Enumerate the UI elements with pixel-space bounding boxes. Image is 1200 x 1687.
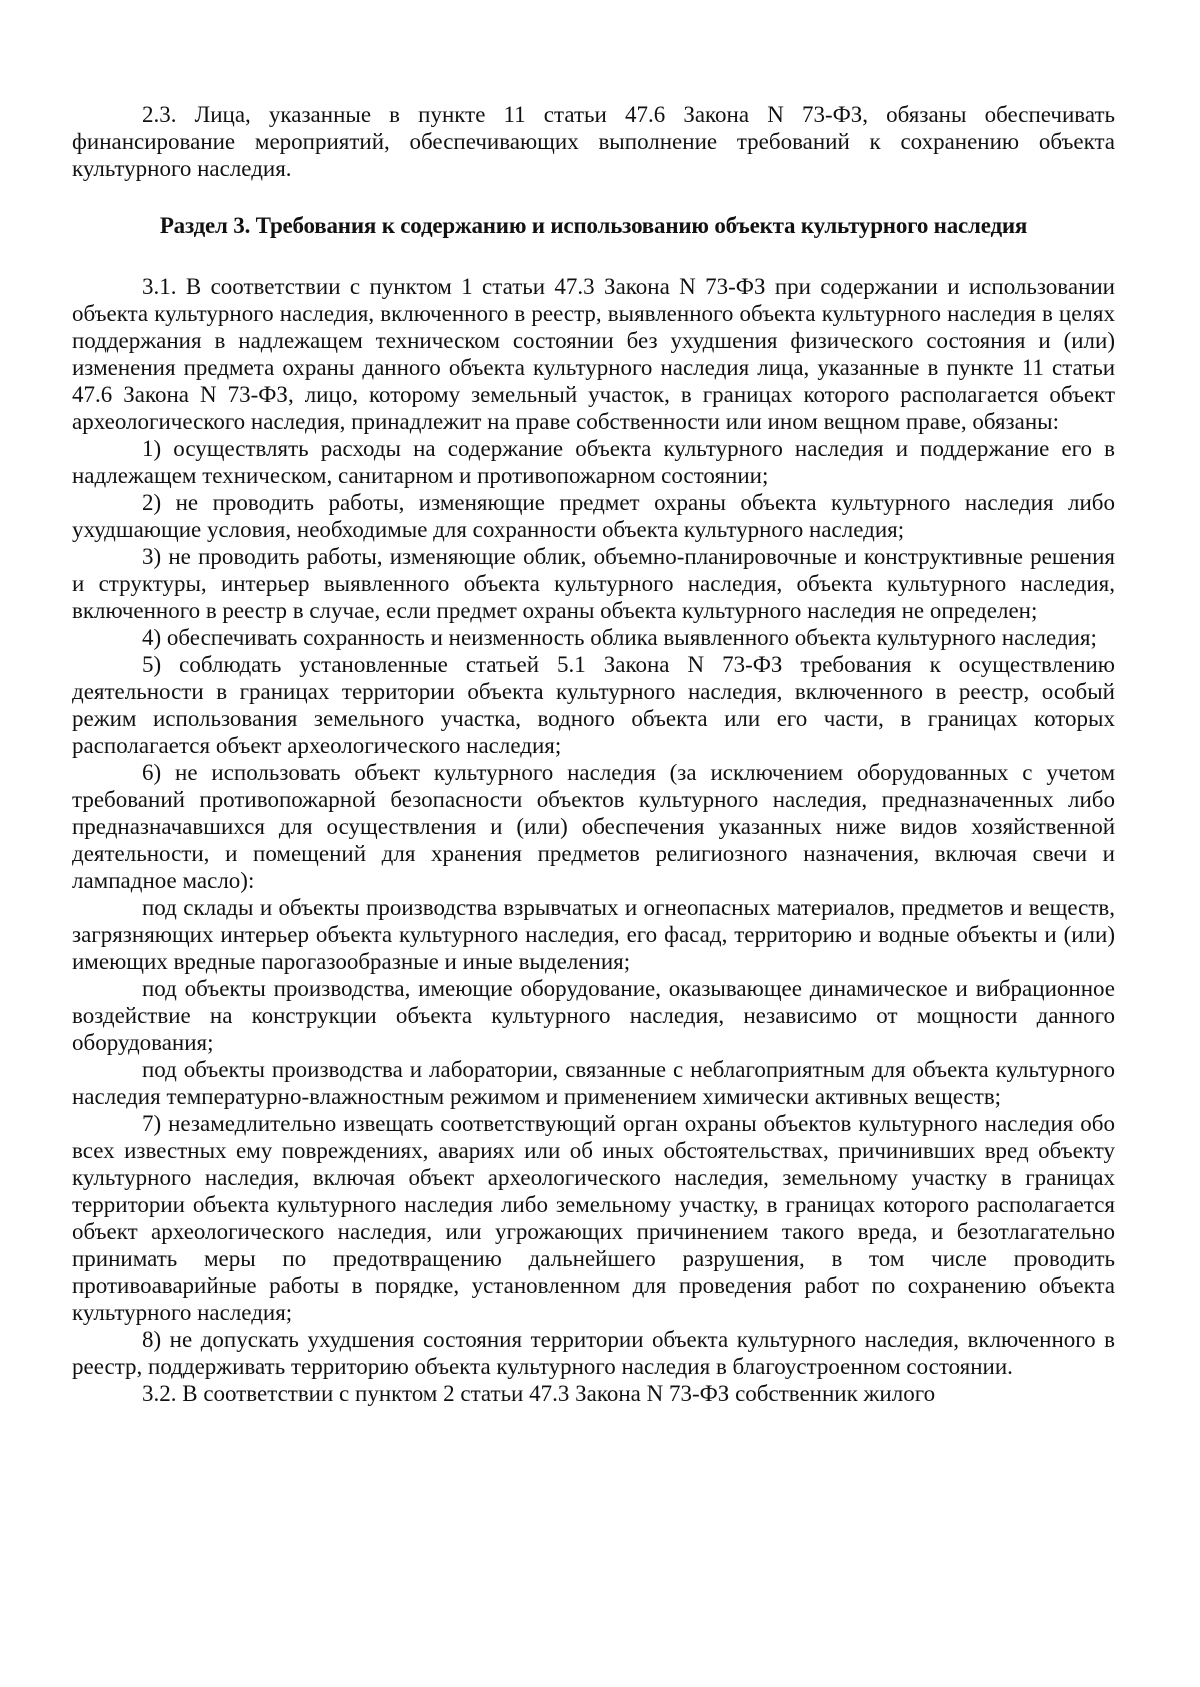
list-item-6: 6) не использовать объект культурного наследия (за исключением оборудованных с учетом требований противопожарной безопасности объектов культурного наследия, предназначенных либо предназначавшихся для осуществления и (или) обеспечения указанных ниже видов хозяйственной деятельности, и помещений для хранения предметов религиозного назначения, включая свечи и лампадное масло):	[72, 760, 1115, 893]
section-3-heading: Раздел 3. Требования к содержанию и использованию объекта культурного наследия	[159, 213, 1028, 238]
sub-item-warehouses: под склады и объекты производства взрывчатых и огнеопасных материалов, предметов и веществ, загрязняющих интерьер объекта культурного наследия, его фасад, территорию и водные объекты и (или) имеющих вредные парогазообразные и иные выделения;	[72, 895, 1115, 974]
list-item-8: 8) не допускать ухудшения состояния территории объекта культурного наследия, включенного в реестр, поддерживать территорию объекта культурного наследия в благоустроенном состоянии.	[72, 1327, 1115, 1379]
paragraph-2-3: 2.3. Лица, указанные в пункте 11 статьи 47.6 Закона N 73-ФЗ, обязаны обеспечивать финансирование мероприятий, обеспечивающих выполнение требований к сохранению объекта культурного наследия.	[72, 102, 1115, 181]
list-item-4: 4) обеспечивать сохранность и неизменность облика выявленного объекта культурного наследия;	[142, 625, 1097, 650]
list-item-1: 1) осуществлять расходы на содержание объекта культурного наследия и поддержание его в надлежащем техническом, санитарном и противопожарном состоянии;	[72, 436, 1115, 488]
paragraph-3-1: 3.1. В соответствии с пунктом 1 статьи 47.3 Закона N 73-ФЗ при содержании и использовании объекта культурного наследия, включенного в реестр, выявленного объекта культурного наследия в целях поддержания в надлежащем техническом состоянии без ухудшения физического состояния и (или) изменения предмета охраны данного объекта культурного наследия лица, указанные в пункте 11 статьи 47.6 Закона N 73-ФЗ, лицо, которому земельный участок, в границах которого располагается объект археологического наследия, принадлежит на праве собственности или ином вещном праве, обязаны:	[72, 274, 1115, 434]
list-item-3: 3) не проводить работы, изменяющие облик, объемно-планировочные и конструктивные решения и структуры, интерьер выявленного объекта культурного наследия, объекта культурного наследия, включенного в реестр в случае, если предмет охраны объекта культурного наследия не определен;	[72, 544, 1115, 623]
list-item-2: 2) не проводить работы, изменяющие предмет охраны объекта культурного наследия либо ухудшающие условия, необходимые для сохранности объекта культурного наследия;	[72, 490, 1115, 542]
sub-item-vibration: под объекты производства, имеющие оборудование, оказывающее динамическое и вибрационное воздействие на конструкции объекта культурного наследия, независимо от мощности данного оборудования;	[72, 976, 1115, 1055]
paragraph-3-2: 3.2. В соответствии с пунктом 2 статьи 47.3 Закона N 73-ФЗ собственник жилого	[142, 1381, 936, 1406]
list-item-7: 7) незамедлительно извещать соответствующий орган охраны объектов культурного наследия обо всех известных ему повреждениях, авариях или об иных обстоятельствах, причинивших вред объекту культурного наследия, включая объект археологического наследия, земельному участку в границах территории объекта культурного наследия либо земельному участку, в границах которого располагается объект археологического наследия, или угрожающих причинением такого вреда, и безотлагательно принимать меры по предотвращению дальнейшего разрушения, в том числе проводить противоаварийные работы в порядке, установленном для проведения работ по сохранению объекта культурного наследия;	[72, 1111, 1115, 1325]
list-item-5: 5) соблюдать установленные статьей 5.1 Закона N 73-ФЗ требования к осуществлению деятельности в границах территории объекта культурного наследия, включенного в реестр, особый режим использования земельного участка, водного объекта или его части, в границах которых располагается объект археологического наследия;	[72, 652, 1115, 758]
document-body	[72, 101, 1115, 1407]
sub-item-laboratories: под объекты производства и лаборатории, связанные с неблагоприятным для объекта культурного наследия температурно-влажностным режимом и применением химически активных веществ;	[72, 1057, 1115, 1109]
